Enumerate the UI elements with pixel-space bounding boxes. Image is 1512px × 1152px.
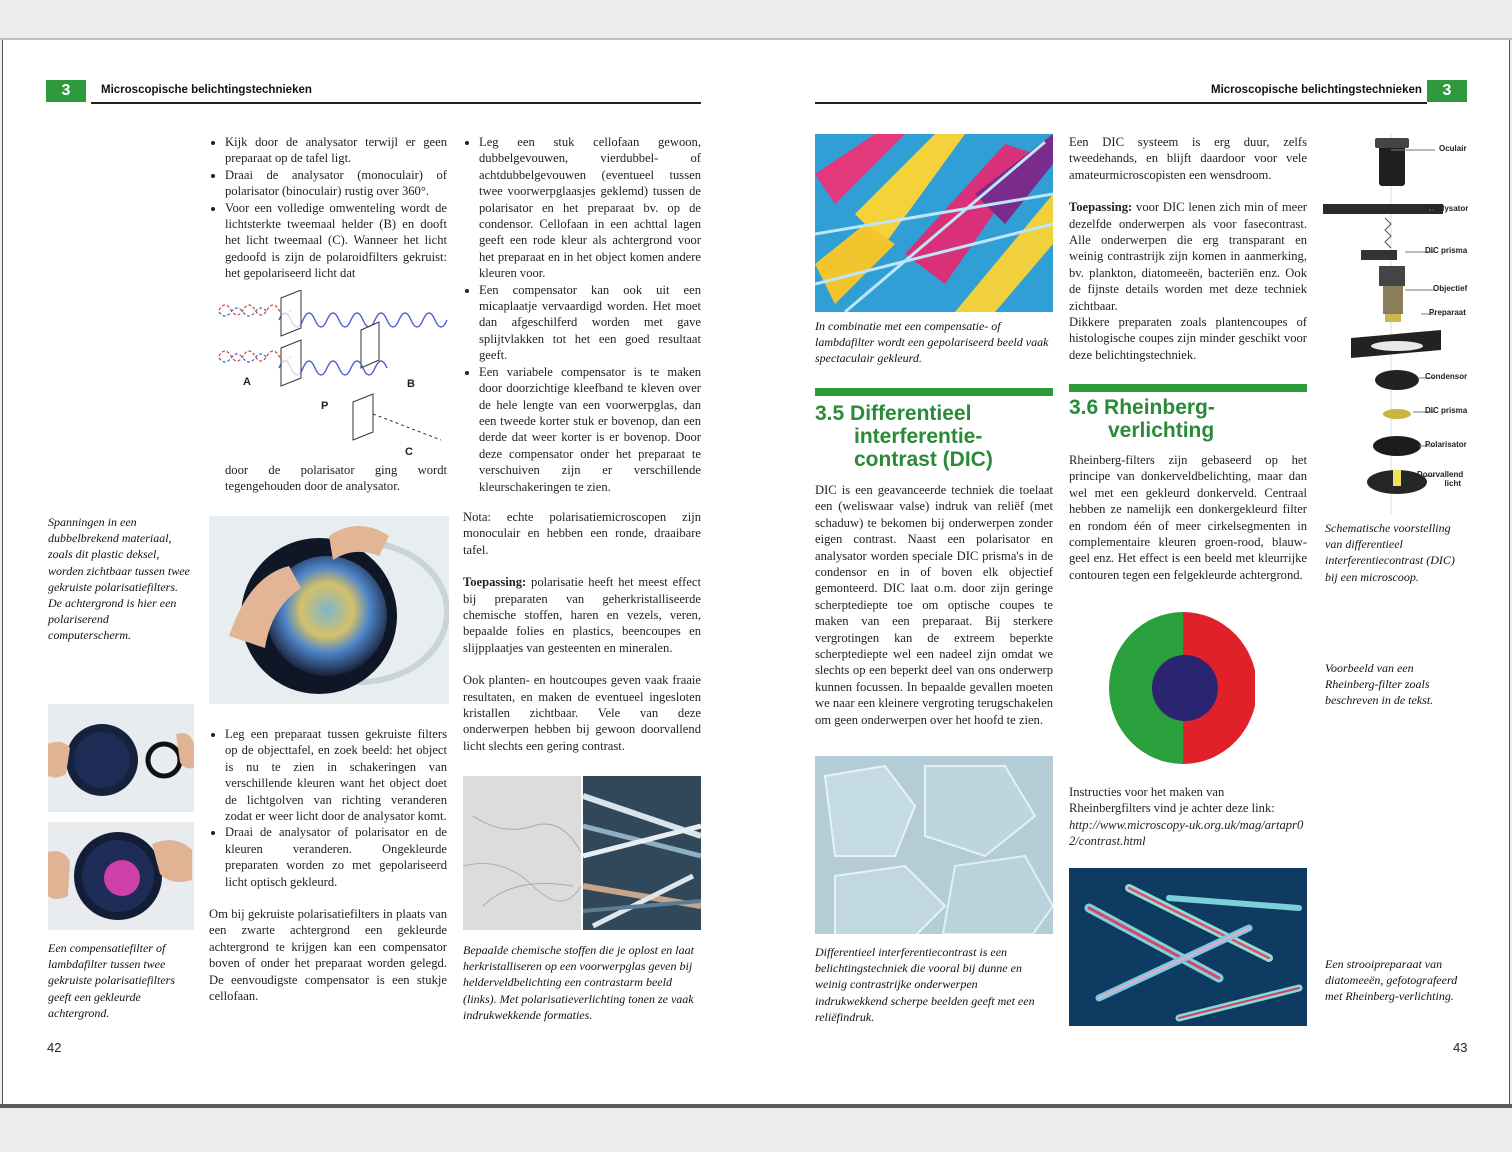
caption-spanningen: Spanningen in een dubbelbrekend materiaal, zoals dit plastic deksel, worden zichtbaar tussen twee gekruiste polarisatiefilters. De achtergrond is hier een polariserend computerscherm. [48, 515, 190, 643]
schema-label-analysator: Analysator [1427, 204, 1469, 213]
photo-dic-cells [815, 756, 1053, 934]
caption-dic: Differentieel interferentiecontrast is een belichtingstechniek die vooral bij dunne en weinig contrastrijke onderwerpen indrukwekkend scherpe beelden geeft met een reliëfindruk. [815, 945, 1035, 1024]
section-35-body: DIC is een geavanceerde techniek die toelaat een (weliswaar valse) indruk van reliëf (met schaduw) te bekomen bij onderwerpen zonder eigen contrast. Naast een polarisator en analysator worden speciale DIC prisma's in de condensor en in of boven elk objectief gemonteerd. DIC laat o.m. door zijn geringe scherptediepte toe om optische coupes te maken van een preparaat. Bij sterkere vergrotingen kan de extreem beperkte scherptediepte wel een nadeel zijn omdat we slechts op een beperkt deel van ons onderwerp kunnen focussen. In bepaalde gevallen moeten we naar een kleinere vergroting terugschakelen om geen onderwerpen over het hoofd te zien. [815, 483, 1053, 727]
section-title-36-line2: verlichting [1108, 419, 1215, 442]
caption-spectaculair: In combinatie met een compensatie- of lambdafilter wordt een gepolariseerd beeld vaak spectaculair gekleurd. [815, 319, 1049, 366]
dic-microscope-schema [1321, 134, 1471, 514]
photo-polarized-crystals [583, 776, 701, 930]
photo-brightfield-svg [463, 776, 581, 930]
para-nota: Nota: echte polarisatiemicroscopen zijn monoculair en hebben een ronde, draaibare tafel. [463, 509, 701, 557]
chapter-number-left: 3 [46, 80, 86, 102]
page-number-right: 43 [1453, 1040, 1468, 1055]
header-rule-left [91, 102, 701, 104]
col1-continuation: door de polarisator ging wordt tegengehouden door de analysator. [225, 463, 447, 494]
photo-filter-pink-svg [48, 822, 194, 930]
bullet-mica: • Een compensator kan ook uit een micaplaatje vervaardigd worden. Het moet dan afgeschilferd worden met gave splijtvlakken tot het een goed resultaat geeft. [479, 282, 701, 364]
caption-compensatiefilter: Een compensatiefilter of lambdafilter tussen twee gekruiste polarisatiefilters geeft een gekleurde achtergrond. [48, 941, 175, 1020]
toepassing-label-left: Toepassing: [463, 575, 527, 590]
section-36-body: Rheinberg-filters zijn gebaseerd op het principe van donkerveldbelichting, maar dan wel met een gekleurd donkerveld. Centraal hebben ze namelijk een donkergekleurd filter en rondom één of meer cirkelsegmenten in complementaire kleuren groen-rood, blauw-geel enz. Het effect is een beeld met kleurrijke contouren tegen een felgekleurde achtergrond. [1069, 453, 1307, 582]
photo-filter-pink [48, 822, 194, 930]
photo-polarized-crystals-svg [583, 776, 701, 930]
running-head-left: Microscopische belichtingstechnieken [101, 84, 312, 96]
header-rule-right [815, 102, 1427, 104]
wave-label-c: C [405, 446, 413, 458]
section-title-36 [1069, 396, 1307, 442]
rheinberg-link-text: Instructies voor het maken van Rheinbergfilters vind je achter deze link: [1069, 785, 1275, 816]
photo-diatomeeen-svg [1069, 868, 1307, 1026]
section-title-35-line3: contrast (DIC) [854, 448, 993, 471]
section-num-35: 3.5 [815, 402, 845, 425]
schema-label-dic-prisma-top: DIC prisma [1425, 246, 1468, 255]
section-title-36-line1: Rheinberg- [1104, 396, 1215, 419]
photo-brightfield [463, 776, 581, 930]
rheinberg-link-block [1069, 784, 1307, 850]
schema-label-objectief: Objectief [1433, 284, 1468, 293]
right-col2-top [1069, 134, 1307, 379]
schema-label-doorvallend-licht: Doorvallend licht [1417, 470, 1464, 488]
page-number-left: 42 [47, 1040, 62, 1055]
schema-label-condensor: Condensor [1425, 372, 1468, 381]
bullet-preparaat: • Leg een preparaat tussen gekruiste filters op de objecttafel, en zoek beeld: het object is nu te zien in schakeringen van verschillende kleuren want het object doet de lichtgolven van richting veranderen zodat er weer licht door de analysator komt. [225, 726, 447, 824]
photo-filter-ring-svg [48, 704, 194, 812]
left-col1-bullets [209, 134, 447, 282]
polarization-wave-diagram [215, 290, 449, 458]
para-dikkere: Dikkere preparaten zoals plantencoupes of histologische coupes zijn minder geschikt voor deze belichtingstechniek. [1069, 315, 1307, 362]
photo-diatomeeen [1069, 868, 1307, 1026]
photo-plastic-lid [209, 516, 449, 704]
bottom-edge [0, 1104, 1512, 1108]
wave-label-b: B [407, 378, 415, 390]
rheinberg-filter-svg [1105, 610, 1255, 766]
book-spread [2, 40, 1510, 1106]
caption-chemische-stoffen: Bepaalde chemische stoffen die je oplost en laat herkristalliseren op een voorwerpglas geven bij helderveldbelichting een contrastarm beeld (links). Met polarisatieverlichting tonen ze vaak indrukwekkende formaties. [463, 943, 694, 1022]
photo-compensatie-crystals-svg [815, 134, 1053, 312]
schema-label-preparaat: Preparaat [1429, 308, 1466, 317]
section-bar-36 [1069, 384, 1307, 392]
section-title-35-line2: interferentie- [854, 425, 983, 448]
left-col2 [463, 134, 701, 770]
bullet-omwenteling: • Voor een volledige omwenteling wordt de lichtsterkte tweemaal helder (B) en dooft het licht tweemaal (C). Wanneer het licht gedoofd is zijn de polaroidfilters gekruist: het gepolariseerd licht dat [225, 200, 447, 282]
photo-plastic-lid-svg [209, 516, 449, 704]
para-dic-duur: Een DIC systeem is erg duur, zelfs tweedehands, en blijft daardoor voor vele amateurmicroscopisten een wensdroom. [1069, 135, 1307, 182]
running-head-right: Microscopische belichtingstechnieken [1211, 84, 1422, 96]
bullet-analysator: • Kijk door de analysator terwijl er geen preparaat op de tafel ligt. [225, 134, 447, 167]
toepassing-text-left: polarisatie heeft het meest effect bij preparaten van geherkristalliseerde chemische stoffen, haren en vezels, veren, bepaalde folies en plastics, beencoupes en slijpplaatjes van gesteenten en mineralen. [463, 575, 701, 655]
section-bar-35 [815, 388, 1053, 396]
para-toepassing-polarisatie [463, 574, 701, 656]
wave-label-p: P [321, 400, 329, 412]
rheinberg-url-link[interactable]: http://www.microscopy-uk.org.uk/mag/artapr02/contrast.html [1069, 817, 1304, 849]
rheinberg-filter-graphic [1105, 610, 1255, 766]
dic-schema-svg [1321, 134, 1471, 514]
toepassing-label-right: Toepassing: [1069, 200, 1133, 215]
section-num-36: 3.6 [1069, 396, 1099, 419]
bullet-draai: • Draai de analysator (monoculair) of polarisator (binoculair) rustig over 360°. [225, 167, 447, 200]
caption-schema-dic: Schematische voorstelling van differentieel interferentiecontrast (DIC) bij een microscoop. [1325, 521, 1455, 584]
section-title-35-line1: Differentieel [850, 402, 972, 425]
photo-filter-ring [48, 704, 194, 812]
wave-diagram-svg [215, 290, 449, 450]
para-ook-planten: Ook planten- en houtcoupes geven vaak fraaie resultaten, en maken de eventueel ingesloten kristallen zichtbaar. Vele van deze onderwerpen hebben bij gewoon doorvallend licht slechts een gering contrast. [463, 673, 701, 753]
schema-label-oculair: Oculair [1439, 144, 1467, 153]
wave-label-a: A [243, 376, 251, 388]
caption-diatomeeen: Een strooipreparaat van diatomeeën, gefotografeerd met Rheinberg-verlichting. [1325, 957, 1458, 1004]
para-compensator: Om bij gekruiste polarisatiefilters in plaats van een zwarte achtergrond een gekleurde achtergrond te krijgen kan een compensator boven of onder het preparaat worden gelegd. De eenvoudigste compensator is een stukje cellofaan. [209, 907, 447, 1004]
schema-label-dic-prisma-bottom: DIC prisma [1425, 406, 1468, 415]
caption-rheinberg-voorbeeld: Voorbeeld van een Rheinberg-filter zoals beschreven in de tekst. [1325, 661, 1434, 708]
photo-compensatie-crystals [815, 134, 1053, 312]
schema-label-polarisator: Polarisator [1425, 440, 1467, 449]
bullet-draai-analysator: • Draai de analysator of polarisator en de kleuren veranderen. Ongekleurde preparaten worden zo met gepolariseerd licht optisch gekleurd. [225, 824, 447, 890]
chapter-number-right: 3 [1427, 80, 1467, 102]
bullet-variabele: • Een variabele compensator is te maken door doorzichtige kleefband te kleven over de hele lengte van een voorwerpglas, dan een tweede korter stuk er bovenop, dan een derde dat weer korter is er bovenop. Door deze compensator onder het preparaat te verschuiven zijn er verschillende kleurschakeringen te zien. [479, 364, 701, 495]
bullet-cellofaan: • Leg een stuk cellofaan gewoon, dubbelgevouwen, vierdubbel- of achtdubbelgevouwen (eventueel tussen twee voorwerpglaasjes geklemd) tussen de polarisator en het preparaat bv. op de condensor. Cellofaan in een achttal lagen geeft een rode kleur als achtergrond voor het preparaat en in het object komen andere kleuren voor. [479, 134, 701, 282]
photo-dic-cells-svg [815, 756, 1053, 934]
toepassing-text-right: voor DIC lenen zich min of meer dezelfde onderwerpen als voor fasecontrast. Alle onderwerpen die erg transparant en weinig contrastrijk zijn komen in aanmerking, bv. plankton, diatomeeën, bacteriën enz. Ook de fijnste details worden met deze techniek zichtbaar. [1069, 200, 1307, 313]
left-col1-bullets-2 [209, 726, 447, 1021]
section-title-35 [815, 402, 1053, 471]
